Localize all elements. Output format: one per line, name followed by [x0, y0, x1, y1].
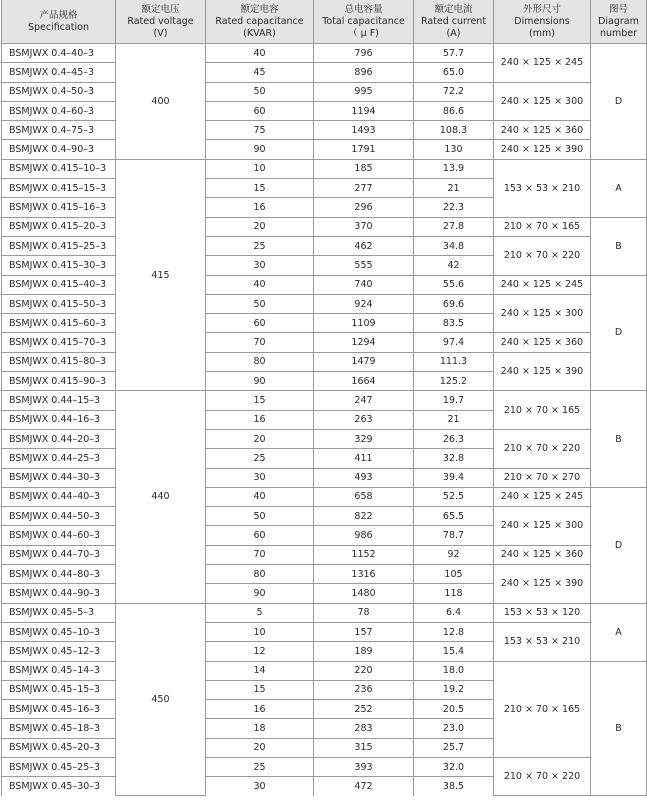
- rated-voltage-cell: 440: [116, 391, 206, 603]
- table-row: [2, 159, 647, 178]
- dimensions-cell: 240 × 125 × 300: [494, 82, 591, 121]
- rated-capacitance-cell: 15: [206, 179, 314, 198]
- specification-cell: BSMJWX 0.415–50–3: [2, 294, 116, 313]
- total-capacitance-cell: 1152: [314, 545, 414, 564]
- specification-cell: BSMJWX 0.4–60–3: [2, 101, 116, 120]
- rated-capacitance-cell: 45: [206, 63, 314, 82]
- dimensions-cell: 240 × 125 × 245: [494, 275, 591, 294]
- dimensions-cell: 210 × 70 × 220: [494, 236, 591, 275]
- rated-capacitance-cell: 50: [206, 507, 314, 526]
- rated-capacitance-cell: 25: [206, 236, 314, 255]
- rated-current-cell: 83.5: [414, 314, 494, 333]
- rated-current-cell: 78.7: [414, 526, 494, 545]
- table-row: [2, 294, 647, 313]
- dimensions-cell: 153 × 53 × 210: [494, 159, 591, 217]
- total-capacitance-cell: 411: [314, 449, 414, 468]
- specification-cell: BSMJWX 0.45–15–3: [2, 680, 116, 699]
- total-capacitance-cell: 1194: [314, 101, 414, 120]
- rated-current-cell: 125.2: [414, 372, 494, 391]
- rated-capacitance-cell: 60: [206, 526, 314, 545]
- rated-current-cell: 108.3: [414, 121, 494, 140]
- diagram-number-cell: D: [591, 275, 647, 391]
- rated-current-cell: 32.8: [414, 449, 494, 468]
- rated-capacitance-cell: 80: [206, 352, 314, 371]
- specification-cell: BSMJWX 0.44–15–3: [2, 391, 116, 410]
- rated-capacitance-cell: 40: [206, 44, 314, 63]
- total-capacitance-cell: 1479: [314, 352, 414, 371]
- rated-capacitance-cell: 30: [206, 256, 314, 275]
- rated-capacitance-cell: 40: [206, 487, 314, 506]
- specification-cell: BSMJWX 0.44–80–3: [2, 565, 116, 584]
- diagram-number-cell: B: [591, 217, 647, 275]
- rated-capacitance-cell: 10: [206, 159, 314, 178]
- total-capacitance-cell: 283: [314, 719, 414, 738]
- total-capacitance-cell: 462: [314, 236, 414, 255]
- specification-cell: BSMJWX 0.45–12–3: [2, 642, 116, 661]
- specification-table: [1, 0, 647, 796]
- total-capacitance-cell: 493: [314, 468, 414, 487]
- dimensions-cell: 210 × 70 × 165: [494, 391, 591, 430]
- specification-cell: BSMJWX 0.44–90–3: [2, 584, 116, 603]
- total-capacitance-cell: 189: [314, 642, 414, 661]
- rated-capacitance-cell: 60: [206, 314, 314, 333]
- specification-cell: BSMJWX 0.45–10–3: [2, 622, 116, 641]
- specification-cell: BSMJWX 0.415–30–3: [2, 256, 116, 275]
- rated-current-cell: 55.6: [414, 275, 494, 294]
- table-row: [2, 352, 647, 371]
- total-capacitance-cell: 329: [314, 429, 414, 448]
- total-capacitance-cell: 658: [314, 487, 414, 506]
- diagram-number-cell: B: [591, 391, 647, 487]
- total-capacitance-cell: 1480: [314, 584, 414, 603]
- rated-voltage-cell: 415: [116, 159, 206, 391]
- rated-capacitance-cell: 90: [206, 140, 314, 159]
- header-rated-capacitance: [206, 0, 314, 44]
- total-capacitance-cell: 472: [314, 777, 414, 796]
- total-capacitance-cell: 822: [314, 507, 414, 526]
- table-header-row: [2, 0, 647, 44]
- rated-capacitance-cell: 70: [206, 545, 314, 564]
- rated-current-cell: 34.8: [414, 236, 494, 255]
- rated-current-cell: 22.3: [414, 198, 494, 217]
- total-capacitance-cell: 277: [314, 179, 414, 198]
- rated-current-cell: 92: [414, 545, 494, 564]
- table-row: [2, 44, 647, 63]
- header-rated-current: [414, 0, 494, 44]
- rated-capacitance-cell: 15: [206, 391, 314, 410]
- rated-capacitance-cell: 16: [206, 410, 314, 429]
- table-row: [2, 487, 647, 506]
- rated-current-cell: 130: [414, 140, 494, 159]
- dimensions-cell: 210 × 70 × 220: [494, 429, 591, 468]
- table-row: [2, 661, 647, 680]
- total-capacitance-cell: 393: [314, 757, 414, 776]
- rated-capacitance-cell: 40: [206, 275, 314, 294]
- rated-capacitance-cell: 10: [206, 622, 314, 641]
- diagram-number-cell: A: [591, 603, 647, 661]
- total-capacitance-cell: 986: [314, 526, 414, 545]
- specification-cell: BSMJWX 0.415–70–3: [2, 333, 116, 352]
- table-row: [2, 82, 647, 101]
- total-capacitance-cell: 1791: [314, 140, 414, 159]
- diagram-number-cell: D: [591, 487, 647, 603]
- dimensions-cell: 210 × 70 × 165: [494, 217, 591, 236]
- table-row: [2, 603, 647, 622]
- rated-capacitance-cell: 50: [206, 294, 314, 313]
- table-row: [2, 333, 647, 352]
- dimensions-cell: 240 × 125 × 245: [494, 44, 591, 83]
- total-capacitance-cell: 296: [314, 198, 414, 217]
- specification-cell: BSMJWX 0.44–40–3: [2, 487, 116, 506]
- rated-capacitance-cell: 5: [206, 603, 314, 622]
- rated-capacitance-cell: 70: [206, 333, 314, 352]
- header-unit: number: [599, 27, 638, 39]
- rated-current-cell: 65.5: [414, 507, 494, 526]
- rated-capacitance-cell: 80: [206, 565, 314, 584]
- header-unit: (KVAR): [243, 27, 276, 39]
- specification-cell: BSMJWX 0.44–25–3: [2, 449, 116, 468]
- table-row: [2, 275, 647, 294]
- rated-current-cell: 19.7: [414, 391, 494, 410]
- header-cn: 图号: [608, 3, 628, 15]
- specification-cell: BSMJWX 0.44–70–3: [2, 545, 116, 564]
- total-capacitance-cell: 370: [314, 217, 414, 236]
- table-row: [2, 121, 647, 140]
- specification-cell: BSMJWX 0.415–10–3: [2, 159, 116, 178]
- header-cn: 额定电流: [434, 3, 473, 15]
- rated-capacitance-cell: 16: [206, 700, 314, 719]
- table-row: [2, 507, 647, 526]
- rated-current-cell: 39.4: [414, 468, 494, 487]
- rated-capacitance-cell: 12: [206, 642, 314, 661]
- dimensions-cell: 240 × 125 × 245: [494, 487, 591, 506]
- rated-current-cell: 12.8: [414, 622, 494, 641]
- total-capacitance-cell: 315: [314, 738, 414, 757]
- table-row: [2, 468, 647, 487]
- table-row: [2, 429, 647, 448]
- specification-cell: BSMJWX 0.45–25–3: [2, 757, 116, 776]
- specification-cell: BSMJWX 0.45–20–3: [2, 738, 116, 757]
- total-capacitance-cell: 78: [314, 603, 414, 622]
- dimensions-cell: 240 × 125 × 360: [494, 121, 591, 140]
- rated-current-cell: 32.0: [414, 757, 494, 776]
- table-row: [2, 391, 647, 410]
- rated-current-cell: 118: [414, 584, 494, 603]
- total-capacitance-cell: 1664: [314, 372, 414, 391]
- rated-voltage-cell: 450: [116, 603, 206, 795]
- total-capacitance-cell: 924: [314, 294, 414, 313]
- table-row: [2, 236, 647, 255]
- rated-capacitance-cell: 90: [206, 372, 314, 391]
- diagram-number-cell: B: [591, 661, 647, 796]
- rated-current-cell: 105: [414, 565, 494, 584]
- total-capacitance-cell: 185: [314, 159, 414, 178]
- dimensions-cell: 240 × 125 × 360: [494, 545, 591, 564]
- total-capacitance-cell: 1109: [314, 314, 414, 333]
- rated-voltage-cell: 400: [116, 44, 206, 160]
- rated-current-cell: 19.2: [414, 680, 494, 699]
- rated-capacitance-cell: 60: [206, 101, 314, 120]
- rated-capacitance-cell: 50: [206, 82, 314, 101]
- header-en: Dimensions: [514, 15, 570, 27]
- specification-cell: BSMJWX 0.45–18–3: [2, 719, 116, 738]
- total-capacitance-cell: 740: [314, 275, 414, 294]
- header-rated-voltage: [116, 0, 206, 44]
- rated-current-cell: 21: [414, 179, 494, 198]
- rated-current-cell: 6.4: [414, 603, 494, 622]
- specification-cell: BSMJWX 0.415–60–3: [2, 314, 116, 333]
- specification-cell: BSMJWX 0.44–50–3: [2, 507, 116, 526]
- specification-cell: BSMJWX 0.44–16–3: [2, 410, 116, 429]
- diagram-number-cell: D: [591, 44, 647, 160]
- header-en: Diagram: [598, 15, 639, 27]
- rated-current-cell: 25.7: [414, 738, 494, 757]
- rated-current-cell: 65.0: [414, 63, 494, 82]
- header-en: Total capacitance: [322, 15, 405, 27]
- header-cn: 产品规格: [39, 9, 78, 21]
- rated-current-cell: 26.3: [414, 429, 494, 448]
- rated-capacitance-cell: 30: [206, 468, 314, 487]
- rated-current-cell: 13.9: [414, 159, 494, 178]
- table-body: [2, 44, 647, 796]
- rated-capacitance-cell: 75: [206, 121, 314, 140]
- dimensions-cell: 240 × 125 × 300: [494, 294, 591, 333]
- specification-cell: BSMJWX 0.4–75–3: [2, 121, 116, 140]
- dimensions-cell: 240 × 125 × 390: [494, 140, 591, 159]
- rated-current-cell: 20.5: [414, 700, 494, 719]
- rated-capacitance-cell: 15: [206, 680, 314, 699]
- specification-cell: BSMJWX 0.415–80–3: [2, 352, 116, 371]
- header-diagram-number: [591, 0, 647, 44]
- specification-cell: BSMJWX 0.415–40–3: [2, 275, 116, 294]
- rated-current-cell: 52.5: [414, 487, 494, 506]
- specification-cell: BSMJWX 0.415–16–3: [2, 198, 116, 217]
- rated-current-cell: 15.4: [414, 642, 494, 661]
- header-en: Specification: [28, 21, 89, 33]
- dimensions-cell: 210 × 70 × 165: [494, 661, 591, 757]
- dimensions-cell: 240 × 125 × 300: [494, 507, 591, 546]
- total-capacitance-cell: 220: [314, 661, 414, 680]
- total-capacitance-cell: 252: [314, 700, 414, 719]
- rated-capacitance-cell: 16: [206, 198, 314, 217]
- total-capacitance-cell: 1493: [314, 121, 414, 140]
- specification-cell: BSMJWX 0.44–20–3: [2, 429, 116, 448]
- dimensions-cell: 153 × 53 × 210: [494, 622, 591, 661]
- table-row: [2, 140, 647, 159]
- total-capacitance-cell: 555: [314, 256, 414, 275]
- rated-capacitance-cell: 25: [206, 449, 314, 468]
- header-total-capacitance: [314, 0, 414, 44]
- header-dimensions: [494, 0, 591, 44]
- dimensions-cell: 240 × 125 × 390: [494, 352, 591, 391]
- rated-capacitance-cell: 18: [206, 719, 314, 738]
- specification-cell: BSMJWX 0.4–40–3: [2, 44, 116, 63]
- specification-cell: BSMJWX 0.415–90–3: [2, 372, 116, 391]
- rated-current-cell: 72.2: [414, 82, 494, 101]
- dimensions-cell: 210 × 70 × 270: [494, 468, 591, 487]
- rated-current-cell: 111.3: [414, 352, 494, 371]
- specification-cell: BSMJWX 0.44–30–3: [2, 468, 116, 487]
- table-row: [2, 622, 647, 641]
- table-row: [2, 565, 647, 584]
- header-cn: 额定电压: [141, 3, 180, 15]
- dimensions-cell: 153 × 53 × 120: [494, 603, 591, 622]
- specification-cell: BSMJWX 0.45–5–3: [2, 603, 116, 622]
- total-capacitance-cell: 1316: [314, 565, 414, 584]
- rated-current-cell: 38.5: [414, 777, 494, 796]
- rated-capacitance-cell: 20: [206, 738, 314, 757]
- header-cn: 额定电容: [240, 3, 279, 15]
- specification-cell: BSMJWX 0.4–90–3: [2, 140, 116, 159]
- header-en: Rated current: [420, 15, 487, 27]
- header-cn: 外形尺寸: [522, 3, 561, 15]
- specification-cell: BSMJWX 0.415–20–3: [2, 217, 116, 236]
- total-capacitance-cell: 263: [314, 410, 414, 429]
- rated-capacitance-cell: 20: [206, 429, 314, 448]
- rated-current-cell: 42: [414, 256, 494, 275]
- rated-capacitance-cell: 14: [206, 661, 314, 680]
- rated-current-cell: 18.0: [414, 661, 494, 680]
- header-specification: [2, 0, 116, 44]
- header-en: Rated voltage: [127, 15, 194, 27]
- rated-current-cell: 86.6: [414, 101, 494, 120]
- header-unit: （ μ F): [348, 27, 379, 39]
- specification-cell: BSMJWX 0.415–25–3: [2, 236, 116, 255]
- specification-cell: BSMJWX 0.45–14–3: [2, 661, 116, 680]
- rated-current-cell: 27.8: [414, 217, 494, 236]
- rated-capacitance-cell: 90: [206, 584, 314, 603]
- rated-current-cell: 23.0: [414, 719, 494, 738]
- specification-cell: BSMJWX 0.415–15–3: [2, 179, 116, 198]
- total-capacitance-cell: 1294: [314, 333, 414, 352]
- header-unit: (A): [446, 27, 461, 39]
- specification-cell: BSMJWX 0.44–60–3: [2, 526, 116, 545]
- rated-current-cell: 21: [414, 410, 494, 429]
- total-capacitance-cell: 247: [314, 391, 414, 410]
- specification-cell: BSMJWX 0.4–50–3: [2, 82, 116, 101]
- specification-cell: BSMJWX 0.4–45–3: [2, 63, 116, 82]
- rated-capacitance-cell: 30: [206, 777, 314, 796]
- total-capacitance-cell: 236: [314, 680, 414, 699]
- dimensions-cell: 240 × 125 × 360: [494, 333, 591, 352]
- dimensions-cell: 210 × 70 × 220: [494, 757, 591, 795]
- rated-capacitance-cell: 20: [206, 217, 314, 236]
- total-capacitance-cell: 995: [314, 82, 414, 101]
- rated-current-cell: 69.6: [414, 294, 494, 313]
- rated-current-cell: 57.7: [414, 44, 494, 63]
- table-row: [2, 757, 647, 776]
- rated-current-cell: 97.4: [414, 333, 494, 352]
- total-capacitance-cell: 157: [314, 622, 414, 641]
- dimensions-cell: 240 × 125 × 390: [494, 565, 591, 604]
- total-capacitance-cell: 896: [314, 63, 414, 82]
- total-capacitance-cell: 796: [314, 44, 414, 63]
- table-row: [2, 217, 647, 236]
- specification-cell: BSMJWX 0.45–16–3: [2, 700, 116, 719]
- header-cn: 总电容量: [344, 3, 383, 15]
- rated-capacitance-cell: 25: [206, 757, 314, 776]
- specification-cell: BSMJWX 0.45–30–3: [2, 777, 116, 796]
- table-row: [2, 545, 647, 564]
- diagram-number-cell: A: [591, 159, 647, 217]
- header-unit: (mm): [529, 27, 555, 39]
- header-en: Rated capacitance: [215, 15, 304, 27]
- header-unit: (V): [153, 27, 168, 39]
